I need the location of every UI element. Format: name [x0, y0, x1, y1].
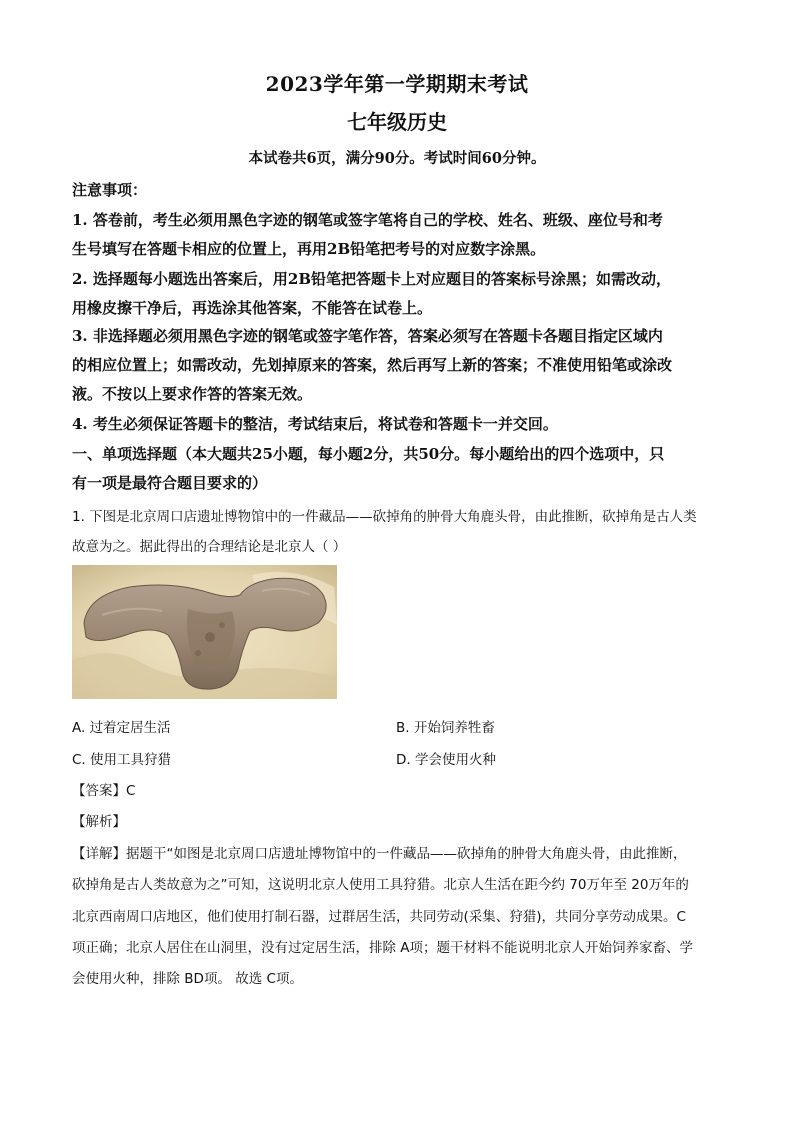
notes-line: 生号填写在答题卡相应的位置上，再用2B铅笔把考号的对应数字涂黑。: [72, 240, 546, 258]
option-d: D. 学会使用火种: [396, 752, 496, 768]
option-c: C. 使用工具狩猎: [72, 752, 172, 768]
notes-line: 1. 答卷前，考生必须用黑色字迹的钢笔或签字笔将自己的学校、姓名、班级、座位号和考: [72, 211, 663, 229]
notes-line: 3. 非选择题必须用黑色字迹的钢笔或签字笔作答，答案必须写在答题卡各题目指定区域内: [72, 327, 663, 345]
exam-info: 本试卷共6页，满分90分。考试时间60分钟。: [248, 150, 546, 167]
deer-skull-photo: [72, 565, 337, 699]
notes-heading: 注意事项：: [72, 181, 148, 199]
option-b: B. 开始饲养牲畜: [396, 720, 495, 736]
notes-line: 2. 选择题每小题选出答案后，用2B铅笔把答题卡上对应题目的答案标号涂黑；如需改动，: [72, 270, 672, 288]
detail-line: 项正确；北京人居住在山洞里，没有过定居生活，排除 A项；题干材料不能说明北京人开始饲养家畜、学: [72, 940, 694, 956]
notes-line: 液。不按以上要求作答的答案无效。: [72, 385, 313, 403]
deer-skull-image: [72, 565, 337, 699]
detail-line: 北京西南周口店地区，他们使用打制石器，过群居生活，共同劳动(采集、狩猎)，共同分享劳动成果。C: [72, 909, 686, 925]
section-heading: 有一项是最符合题目要求的）: [72, 474, 268, 492]
notes-line: 用橡皮擦干净后，再选涂其他答案，不能答在试卷上。: [72, 299, 433, 317]
analysis-label: 【解析】: [72, 814, 126, 830]
detail-line: 会使用火种，排除 BD项。 故选 C项。: [72, 971, 303, 987]
exam-subject: 七年级历史: [347, 110, 447, 134]
notes-line: 的相应位置上；如需改动，先划掉原来的答案，然后再写上新的答案；不准使用铅笔或涂改: [72, 356, 673, 374]
question-stem: 1. 下图是北京周口店遗址博物馆中的一件藏品——砍掉角的肿骨大角鹿头骨，由此推断，砍掉角是古人类: [72, 509, 697, 525]
exam-title: 2023学年第一学期期末考试: [265, 72, 529, 96]
detail-line: 【详解】据题干“如图是北京周口店遗址博物馆中的一件藏品——砍掉角的肿骨大角鹿头骨，由此推断，: [72, 846, 687, 862]
detail-line: 砍掉角是古人类故意为之”可知，这说明北京人使用工具狩猎。北京人生活在距今约 70万年至 20万年的: [72, 877, 689, 893]
question-stem: 故意为之。据此得出的合理结论是北京人（ ）: [72, 539, 347, 555]
section-heading: 一、单项选择题（本大题共25小题，每小题2分，共50分。每小题给出的四个选项中，只: [72, 445, 665, 463]
option-a: A. 过着定居生活: [72, 720, 171, 736]
answer-line: 【答案】C: [72, 783, 136, 799]
notes-line: 4. 考生必须保证答题卡的整洁，考试结束后，将试卷和答题卡一并交回。: [72, 415, 558, 433]
